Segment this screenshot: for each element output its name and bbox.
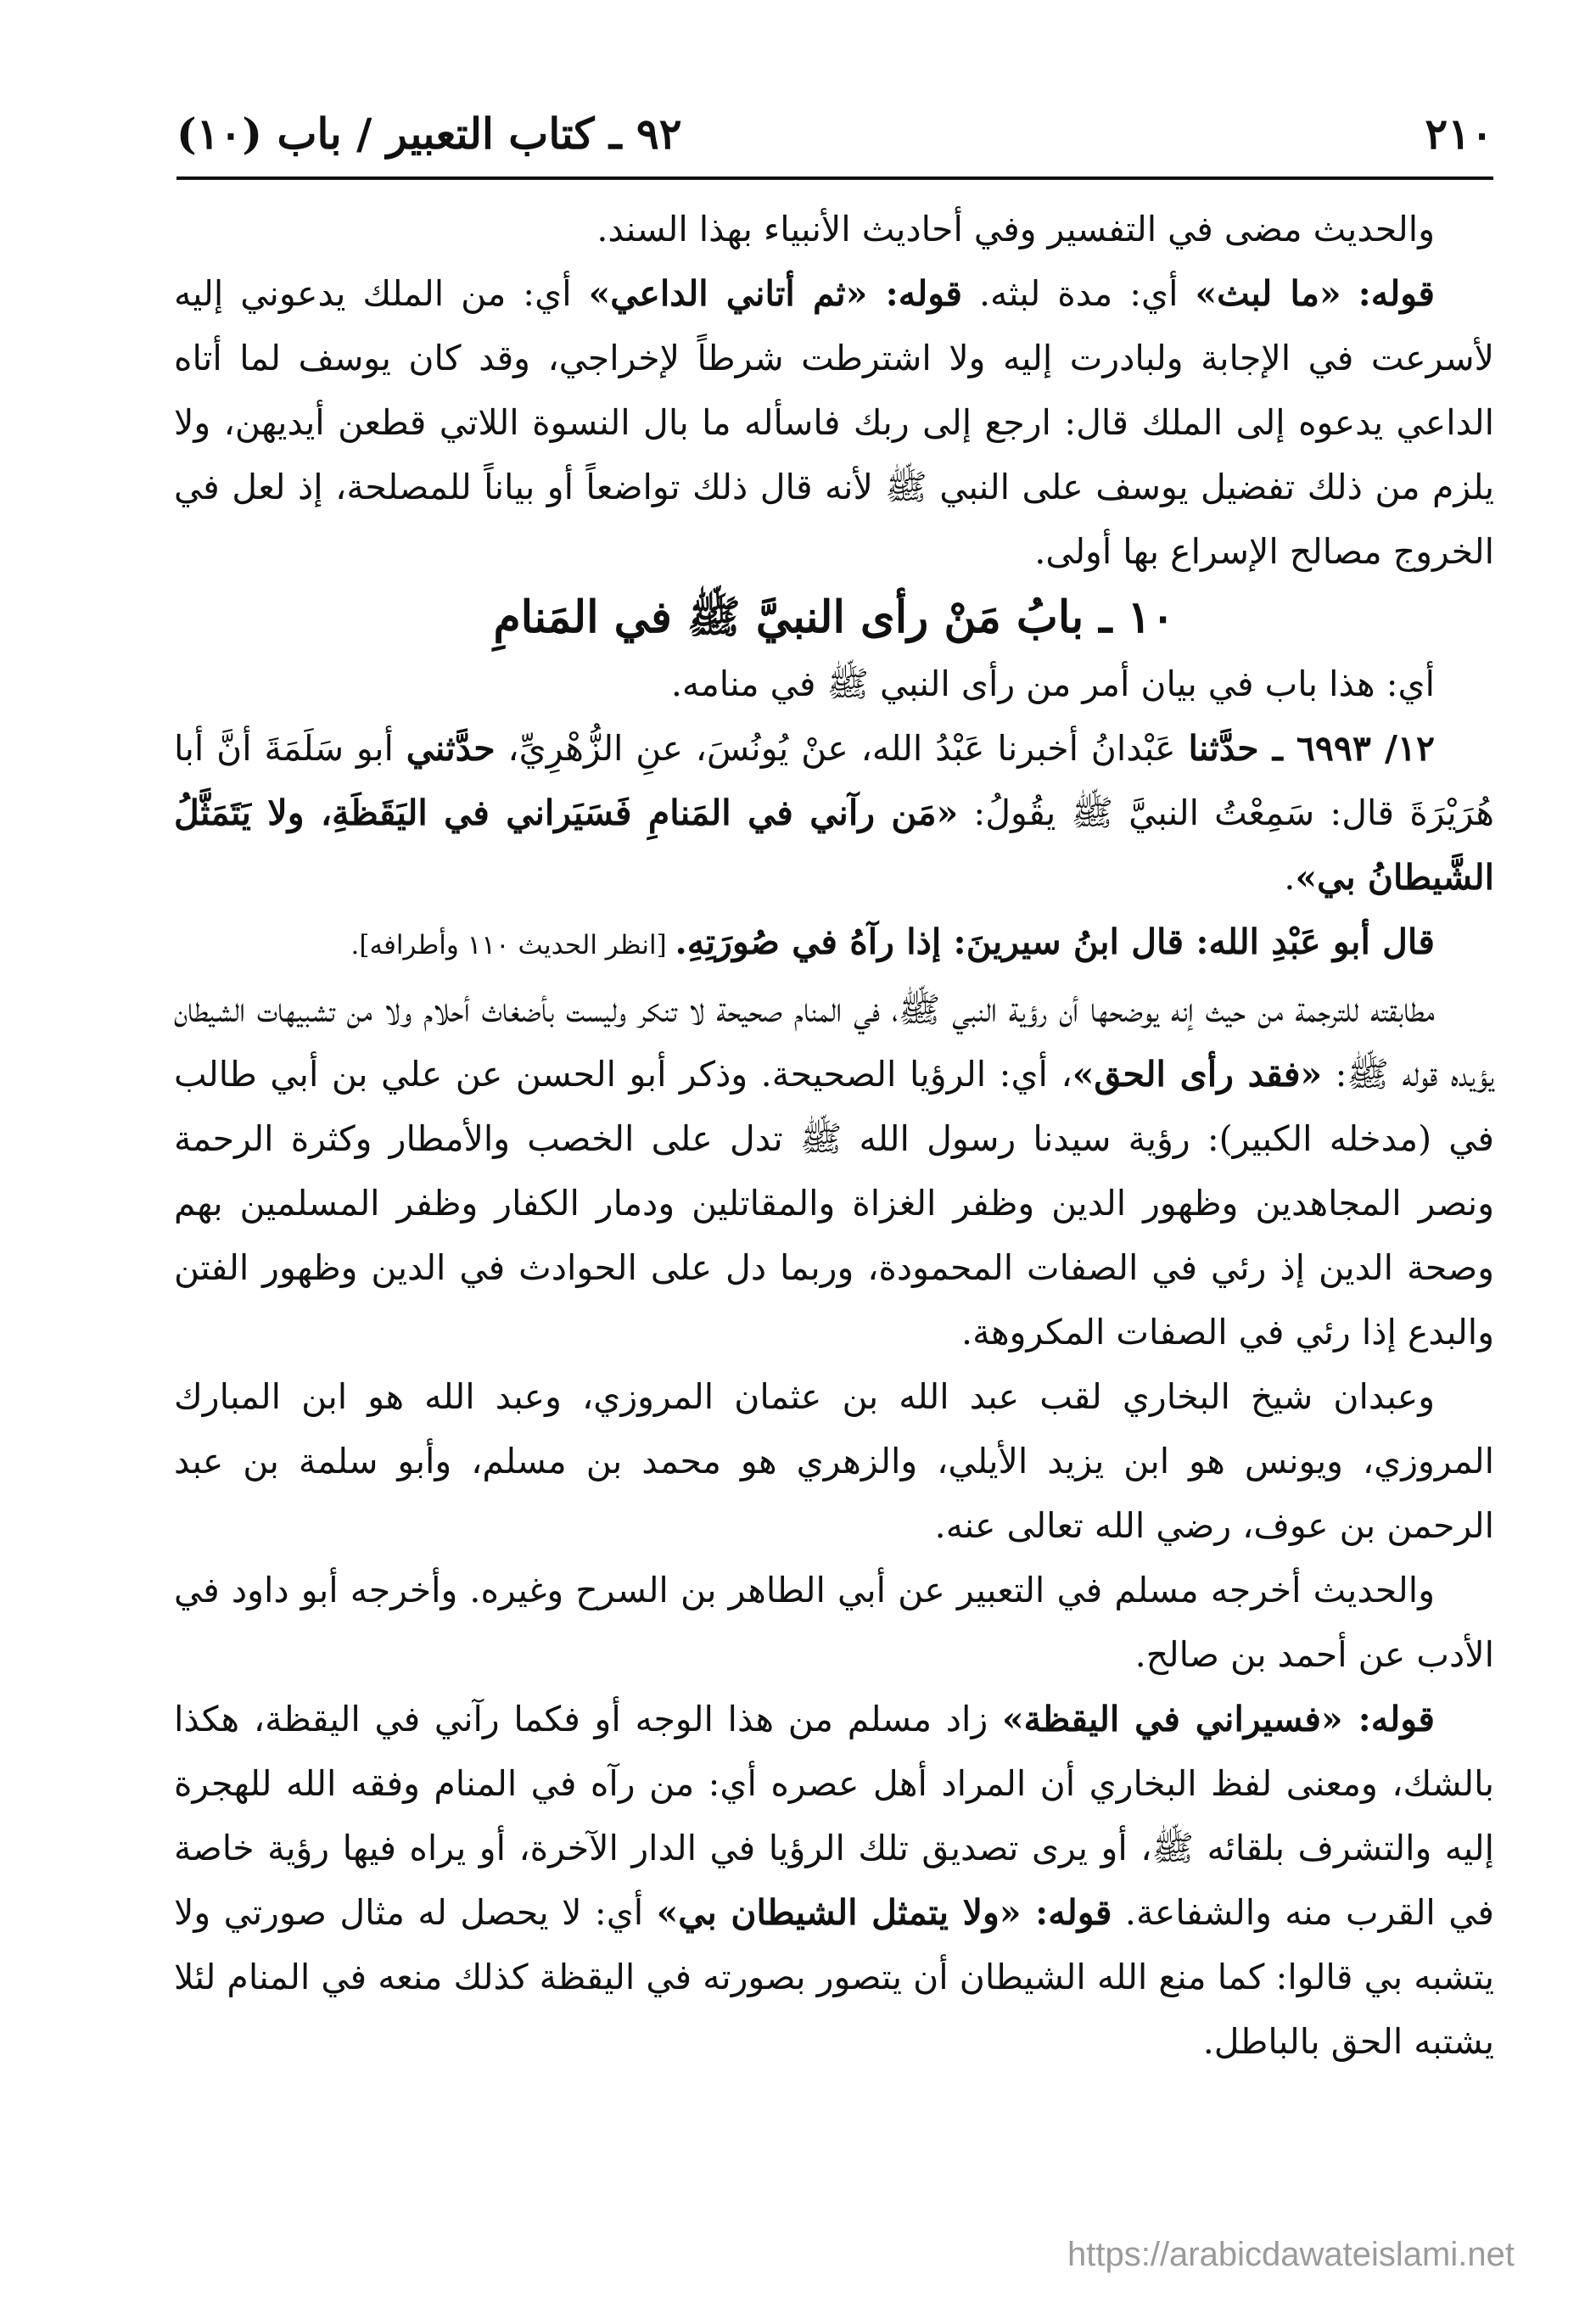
keyword-haddathana: حدَّثنا [1188,728,1259,769]
quote-text: «فسيراني في اليقظة» [1001,1699,1358,1739]
quote-text: «فقد رأى الحق» [1072,1054,1323,1095]
hadith-chain: أبو سَلَمَةَ أنَّ أبا هُرَيْرَةَ قال: سَمِعْتُ النبيَّ ﷺ يقُولُ: [174,728,1494,833]
keyword-qawluh: قوله: [1035,1892,1112,1933]
hadith-dash: ـ [1258,728,1296,769]
paragraph-chapter-explanation: أي: هذا باب في بيان أمر من رأى النبي ﷺ في منامه. [670,664,1435,704]
hadith-end: . [1284,857,1296,898]
paragraph-source-note: والحديث مضى في التفسير وفي أحاديث الأنبياء بهذا السند. [596,209,1435,249]
keyword-qawluh: قوله: [885,273,962,314]
ibn-sirin-statement: قال أبو عَبْدِ الله: قال ابنُ سيرينَ: إذا رآهُ في صُورَتِهِ. [675,921,1435,962]
keyword-qawluh: قوله: [1358,273,1435,314]
commentary-text: مطابقته للترجمة من حيث إنه يوضحها أن رؤية النبي ﷺ، في المنام صحيحة لا تنكر وليست بأضغاث أحلام ولا من تشبيهات الشيطان يؤيده قوله ﷺ: [174,989,1494,1095]
quote-text: «ولا يتمثل الشيطان بي» [656,1892,1036,1933]
hadith-number: ١٢/ ٦٩٩٣ [1296,728,1436,769]
paragraph-takhrij: والحديث أخرجه مسلم في التعبير عن أبي الطاهر بن السرح وغيره. وأخرجه أبو داود في الأدب عن أحمد بن صالح. [174,1570,1494,1675]
commentary-text: زاد مسلم من هذا الوجه أو فكما رآني في اليقظة، هكذا بالشك، ومعنى لفظ البخاري أن المراد أهل عصره أي: من رآه في المنام وفقه الله للهجرة إليه والتشرف بلقائه ﷺ، أو يرى تصديق تلك الرؤيا في الدار الآخرة، أو يراه فيها رؤية خاصة في القرب منه والشفاعة. [174,1699,1494,1933]
commentary-text: أي: مدة لبثه. [961,273,1196,314]
paragraph-ibn-sirin [174,910,1494,977]
running-title: ٩٢ ـ كتاب التعبير / باب (١٠) [176,109,682,159]
paragraph-narrators: وعبدان شيخ البخاري لقب عبد الله بن عثمان المروزي، وعبد الله هو ابن المبارك المروزي، ويونس هو ابن يزيد الأيلي، والزهري هو محمد بن مسلم، وأبو سلمة بن عبد الرحمن بن عوف، رضي الله تعالى عنه. [174,1376,1494,1546]
cross-reference: [انظر الحديث ١١٠ وأطرافه]. [350,930,675,961]
chapter-heading: ١٠ ـ بابُ مَنْ رأى النبيَّ ﷺ في المَنامِ [493,591,1175,643]
page-header [176,109,1493,180]
paragraph-commentary-3 [174,1687,1494,2074]
quote-text: «ثم أتاني الداعي» [588,273,886,314]
commentary-text: ، أي: الرؤيا الصحيحة. وذكر أبو الحسن عن علي بن أبي طالب في (مدخله الكبير): رؤية سيدنا رسول الله ﷺ تدل على الخصب والأمطار وكثرة الرحمة ونصر المجاهدين وظهور الدين وظفر الغزاة والمقاتلين ودمار الكفار وظفر المسلمين بهم وصحة الدين إذ رئي في الصفات المحمودة، وربما دل على الحوادث في الدين وظهور الفتن والبدع إذا رئي في الصفات المكروهة. [174,1054,1494,1353]
page-body [174,197,1494,2074]
hadith-chain: عَبْدانُ أخبرنا عَبْدُ الله، عنْ يُونُسَ، عنِ الزُّهْرِيِّ، [495,728,1189,769]
keyword-qawluh: قوله: [1358,1699,1435,1739]
website-watermark: https://arabicdawateislami.net [1067,2236,1515,2273]
hadith-text [174,716,1494,910]
page-number: ٢١٠ [1425,109,1493,159]
commentary-text: أي: لا يحصل له مثال صورتي ولا يتشبه بي قالوا: كما منع الله الشيطان أن يتصور بصورته في اليقظة كذلك منعه في المنام لئلا يشتبه الحق بالباطل. [174,1892,1494,2062]
commentary-text: أي: من الملك يدعوني إليه لأسرعت في الإجابة ولبادرت إليه ولا اشترطت شرطاً لإخراجي، وقد كان يوسف لما أتاه الداعي يدعوه إلى الملك قال: ارجع إلى ربك فاسأله ما بال النسوة اللاتي قطعن أيديهن، ولا يلزم من ذلك تفضيل يوسف على النبي ﷺ لأنه قال ذلك تواضعاً أو بياناً للمصلحة، إذ لعل في الخروج مصالح الإسراع بها أولى. [174,273,1494,572]
keyword-haddathani: حدَّثني [406,728,496,769]
quote-text: «ما لبث» [1195,273,1341,314]
hadith-matn: «مَن رآني في المَنامِ فَسَيَراني في اليَقَظَةِ، ولا يَتَمَثَّلُ الشَّيطانُ بي» [174,793,1494,898]
paragraph-commentary-2 [174,977,1494,1364]
paragraph-commentary-1 [174,261,1494,584]
